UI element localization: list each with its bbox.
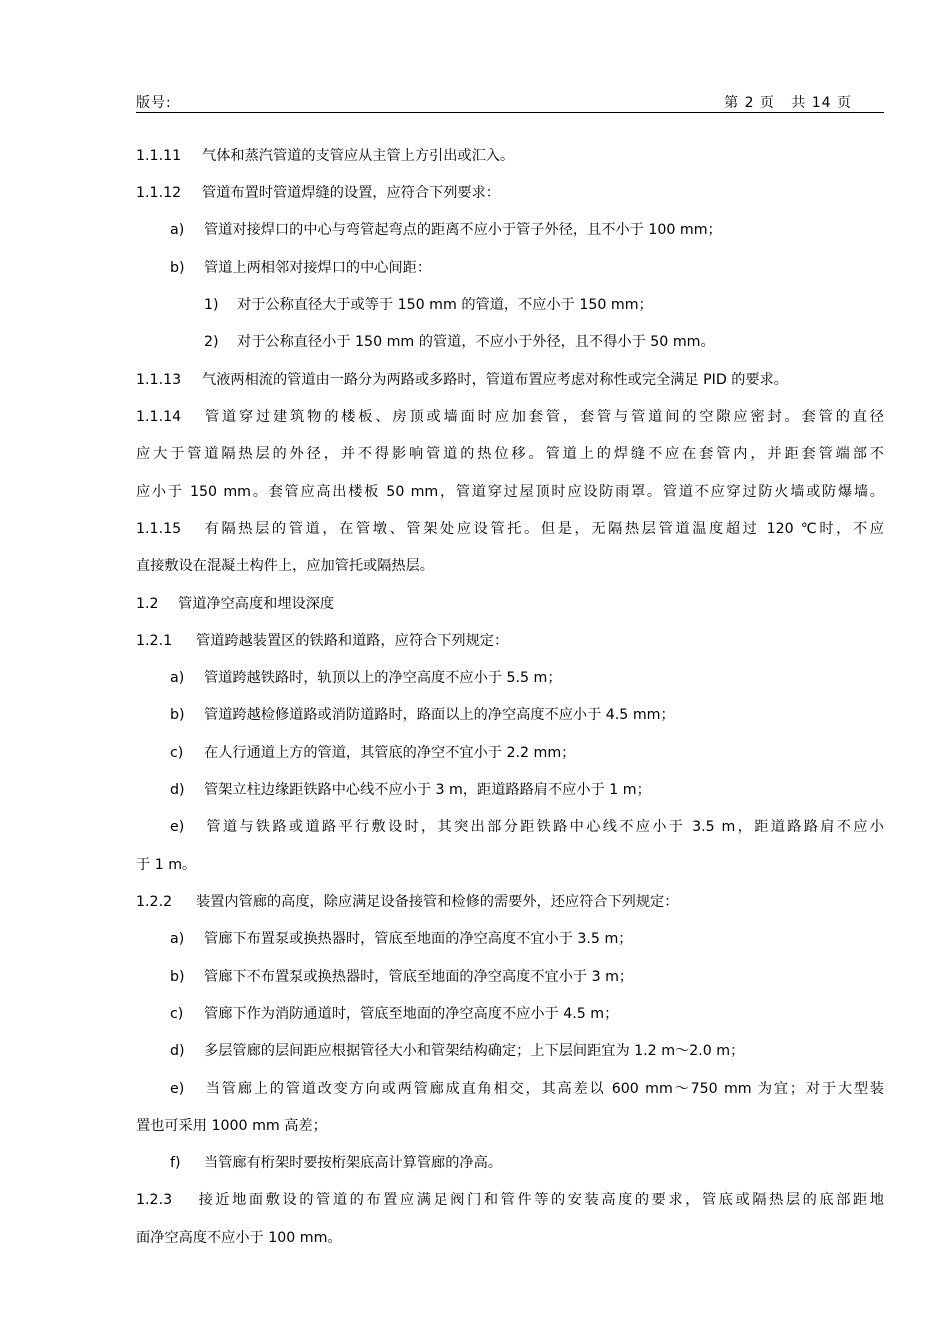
- item-marker: a): [170, 670, 185, 686]
- clause-number: 1.1.14: [136, 409, 182, 425]
- clause-text: 管道穿过建筑物的楼板、房顶或墙面时应加套管，套管与管道间的空隙应密封。套管的直径: [202, 409, 884, 425]
- item-text: 在人行通道上方的管道，其管底的净空不宜小于 2.2 mm；: [204, 745, 576, 761]
- paragraph-line: 面净空高度不应小于 100 mm。: [136, 1230, 342, 1246]
- item-text: 管道跨越铁路时，轨顶以上的净空高度不应小于 5.5 m；: [204, 670, 562, 686]
- item-marker: e): [170, 819, 185, 835]
- item-marker: 2): [204, 334, 219, 350]
- sub-item-2: [204, 332, 884, 352]
- paragraph-line: 置也可采用 1000 mm 高差；: [136, 1118, 327, 1134]
- item-marker: d): [170, 1043, 185, 1059]
- clause-text: 管道跨越装置区的铁路和道路，应符合下列规定：: [196, 633, 509, 649]
- item-marker: b): [170, 260, 185, 276]
- section-heading-1-2: [136, 594, 884, 614]
- clause-1-2-2: [136, 892, 884, 912]
- item-text: 管廊下作为消防通道时，管底至地面的净空高度不应小于 4.5 m；: [204, 1006, 619, 1022]
- item-text: 当管廊有桁架时要按桁架底高计算管廊的净高。: [204, 1155, 502, 1171]
- item-text: 管廊下不布置泵或换热器时，管底至地面的净空高度不宜小于 3 m；: [204, 969, 634, 985]
- list-item-b: [170, 705, 884, 725]
- clause-number: 1.1.12: [136, 185, 182, 201]
- item-marker: b): [170, 969, 185, 985]
- item-marker: 1): [204, 297, 219, 313]
- clause-text: 气体和蒸汽管道的支管应从主管上方引出或汇入。: [202, 148, 515, 164]
- section-title: 管道净空高度和埋设深度: [178, 596, 335, 612]
- item-text: 管道对接焊口的中心与弯管起弯点的距离不应小于管子外径，且不小于 100 mm；: [204, 222, 722, 238]
- page-number: 第 2 页 共 14 页: [724, 95, 852, 111]
- item-marker: d): [170, 782, 185, 798]
- clause-text: 有隔热层的管道，在管墩、管架处应设管托。但是，无隔热层管道温度超过 120 ℃时，不应: [202, 521, 884, 537]
- item-marker: a): [170, 931, 185, 947]
- paragraph-line: 于 1 m。: [136, 857, 197, 873]
- item-text: 管道与铁路或道路平行敷设时，其突出部分距铁路中心线不应小于 3.5 m，距道路路肩不应小: [204, 819, 884, 835]
- item-marker: f): [170, 1155, 181, 1171]
- clause-text: 装置内管廊的高度，除应满足设备接管和检修的需要外，还应符合下列规定：: [196, 894, 679, 910]
- list-item-b: [170, 967, 884, 987]
- item-marker: c): [170, 1006, 184, 1022]
- section-number: 1.2: [136, 596, 159, 612]
- list-item-a: [170, 929, 884, 949]
- clause-text: 气液两相流的管道由一路分为两路或多路时，管道布置应考虑对称性或完全满足 PID 的要求。: [202, 372, 788, 388]
- item-marker: a): [170, 222, 185, 238]
- clause-1-1-13: [136, 370, 884, 390]
- list-item-e: [170, 817, 884, 837]
- item-text: 对于公称直径大于或等于 150 mm 的管道，不应小于 150 mm；: [237, 297, 653, 313]
- clause-number: 1.1.15: [136, 521, 182, 537]
- item-text: 多层管廊的层间距应根据管径大小和管架结构确定；上下层间距宜为 1.2 m～2.0 m；: [204, 1043, 745, 1059]
- clause-1-1-14: [136, 407, 884, 427]
- item-marker: c): [170, 745, 184, 761]
- clause-1-2-3: [136, 1190, 884, 1210]
- clause-text: 管道布置时管道焊缝的设置，应符合下列要求：: [202, 185, 500, 201]
- list-item-c: [170, 1004, 884, 1024]
- sub-item-1: [204, 295, 884, 315]
- list-item-f: [170, 1153, 884, 1173]
- page-header: [136, 90, 884, 113]
- clause-number: 1.1.11: [136, 148, 182, 164]
- clause-1-1-11: [136, 146, 884, 166]
- list-item-e: [170, 1079, 884, 1099]
- item-text: 管廊下布置泵或换热器时，管底至地面的净空高度不宜小于 3.5 m；: [204, 931, 633, 947]
- clause-number: 1.2.1: [136, 633, 173, 649]
- clause-text: 接近地面敷设的管道的布置应满足阀门和管件等的安装高度的要求，管底或隔热层的底部距地: [196, 1192, 884, 1208]
- clause-1-1-12: [136, 183, 884, 203]
- paragraph-line: 应大于管道隔热层的外径，并不得影响管道的热位移。管道上的焊缝不应在套管内，并距套管端部不: [136, 446, 884, 462]
- item-text: 管道上两相邻对接焊口的中心间距：: [204, 260, 432, 276]
- paragraph-line: 直接敷设在混凝土构件上，应加管托或隔热层。: [136, 558, 434, 574]
- version-label: 版号:: [136, 95, 172, 111]
- item-text: 当管廊上的管道改变方向或两管廊成直角相交，其高差以 600 mm～750 mm 为宜；对于大型装: [204, 1081, 884, 1097]
- list-item-b: [170, 258, 884, 278]
- list-item-c: [170, 743, 884, 763]
- clause-1-1-15: [136, 519, 884, 539]
- item-text: 管道跨越检修道路或消防道路时，路面以上的净空高度不应小于 4.5 mm；: [204, 707, 675, 723]
- item-marker: e): [170, 1081, 185, 1097]
- item-text: 对于公称直径小于 150 mm 的管道，不应小于外径，且不得小于 50 mm。: [237, 334, 715, 350]
- list-item-d: [170, 780, 884, 800]
- list-item-d: [170, 1041, 884, 1061]
- list-item-a: [170, 668, 884, 688]
- paragraph-line: 应小于 150 mm。套管应高出楼板 50 mm，管道穿过屋顶时应设防雨罩。管道不应穿过防火墙或防爆墙。: [136, 484, 884, 500]
- clause-1-2-1: [136, 631, 884, 651]
- clause-number: 1.2.3: [136, 1192, 173, 1208]
- item-marker: b): [170, 707, 185, 723]
- item-text: 管架立柱边缘距铁路中心线不应小于 3 m，距道路路肩不应小于 1 m；: [204, 782, 651, 798]
- clause-number: 1.2.2: [136, 894, 173, 910]
- list-item-a: [170, 220, 884, 240]
- clause-number: 1.1.13: [136, 372, 182, 388]
